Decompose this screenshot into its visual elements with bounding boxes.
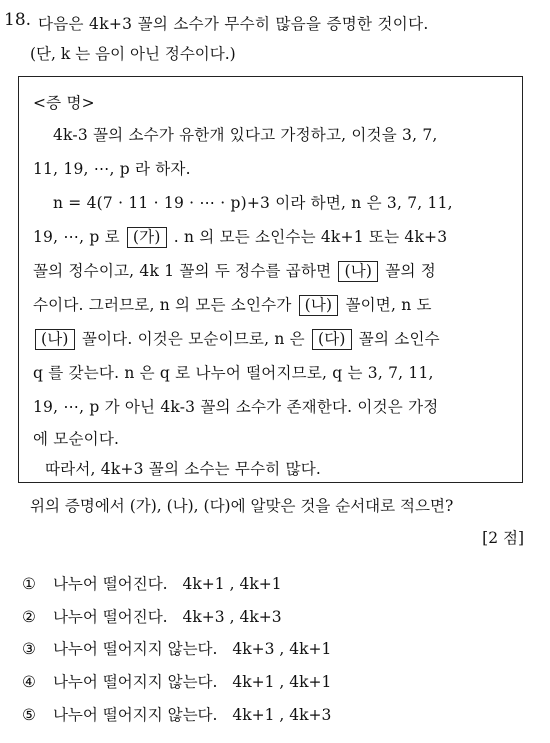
proof-line-11: 따라서, 4k+3 꼴의 소수는 무수히 많다. bbox=[45, 460, 322, 478]
choice-a: 4k+1 , bbox=[232, 673, 285, 691]
proof-box bbox=[18, 76, 523, 483]
choice-b: 4k+3 bbox=[239, 608, 282, 626]
proof-line-7-end: 꼴의 소인수 bbox=[358, 330, 440, 348]
proof-line-3: n = 4(7 · 11 · 19 · ⋯ · p)+3 이라 하면, n 은 3, 7, 11, bbox=[53, 194, 453, 212]
choice-text: 나누어 떨어지지 않는다. bbox=[52, 706, 218, 724]
choice-text: 나누어 떨어지지 않는다. bbox=[52, 640, 218, 658]
proof-line-4-end: . n 의 모든 소인수는 4k+1 또는 4k+3 bbox=[173, 228, 448, 246]
proof-line-8: q 를 갖는다. n 은 q 로 나누어 떨어지므로, q 는 3, 7, 11, bbox=[33, 364, 434, 382]
proof-line-4-start: 19, ⋯, p 로 bbox=[33, 228, 120, 246]
blank-ga: (가) bbox=[127, 227, 167, 248]
choice-b: 4k+1 bbox=[289, 673, 332, 691]
question-note: (단, k 는 음이 아닌 정수이다.) bbox=[30, 45, 236, 63]
choice-text: 나누어 떨어지지 않는다. bbox=[52, 673, 218, 691]
proof-line-7-mid: 꼴이다. 이것은 모순이므로, n 은 bbox=[81, 330, 305, 348]
proof-line-6 bbox=[33, 293, 432, 316]
choice-text: 나누어 떨어진다. bbox=[52, 608, 168, 626]
question-ask: 위의 증명에서 (가), (나), (다)에 알맞은 것을 순서대로 적으면? bbox=[30, 497, 454, 515]
choice-4[interactable] bbox=[22, 670, 331, 692]
choice-b: 4k+3 bbox=[289, 706, 332, 724]
choice-number: ② bbox=[22, 608, 36, 626]
choice-a: 4k+1 , bbox=[232, 706, 285, 724]
choice-number: ③ bbox=[22, 640, 36, 658]
proof-line-9: 19, ⋯, p 가 아닌 4k-3 꼴의 소수가 존재한다. 이것은 가정 bbox=[33, 398, 439, 416]
question-stem: 다음은 4k+3 꼴의 소수가 무수히 많음을 증명한 것이다. bbox=[38, 15, 429, 33]
proof-line-5-start: 꼴의 정수이고, 4k 1 꼴의 두 정수를 곱하면 bbox=[33, 262, 332, 280]
choice-1[interactable] bbox=[22, 572, 282, 594]
proof-line-1: 4k-3 꼴의 소수가 유한개 있다고 가정하고, 이것을 3, 7, bbox=[53, 126, 438, 144]
choice-number: ① bbox=[22, 575, 36, 593]
choice-a: 4k+3 , bbox=[232, 640, 285, 658]
choice-b: 4k+1 bbox=[239, 575, 282, 593]
choice-a: 4k+3 , bbox=[182, 608, 235, 626]
choice-3[interactable] bbox=[22, 637, 331, 659]
proof-line-6-start: 수이다. 그러므로, n 의 모든 소인수가 bbox=[33, 296, 292, 314]
blank-na-2: (나) bbox=[299, 295, 339, 316]
choice-5[interactable] bbox=[22, 703, 331, 725]
choice-number: ④ bbox=[22, 673, 36, 691]
proof-header: <증 명> bbox=[33, 94, 95, 112]
proof-line-4 bbox=[33, 225, 447, 248]
choice-b: 4k+1 bbox=[289, 640, 332, 658]
proof-line-10: 에 모순이다. bbox=[33, 430, 120, 448]
proof-line-6-end: 꼴이면, n 도 bbox=[345, 296, 432, 314]
question-number: 18. bbox=[4, 10, 32, 30]
proof-line-5-end: 꼴의 정 bbox=[385, 262, 436, 280]
proof-line-7 bbox=[33, 327, 440, 350]
points: [2 점] bbox=[482, 529, 524, 547]
proof-line-5 bbox=[33, 259, 436, 282]
choice-a: 4k+1 , bbox=[182, 575, 235, 593]
blank-da: (다) bbox=[312, 329, 352, 350]
choice-number: ⑤ bbox=[22, 706, 36, 724]
blank-na-3: (나) bbox=[35, 329, 75, 350]
proof-line-2: 11, 19, ⋯, p 라 하자. bbox=[33, 160, 191, 178]
choice-text: 나누어 떨어진다. bbox=[52, 575, 168, 593]
choice-2[interactable] bbox=[22, 605, 282, 627]
blank-na-1: (나) bbox=[338, 261, 378, 282]
